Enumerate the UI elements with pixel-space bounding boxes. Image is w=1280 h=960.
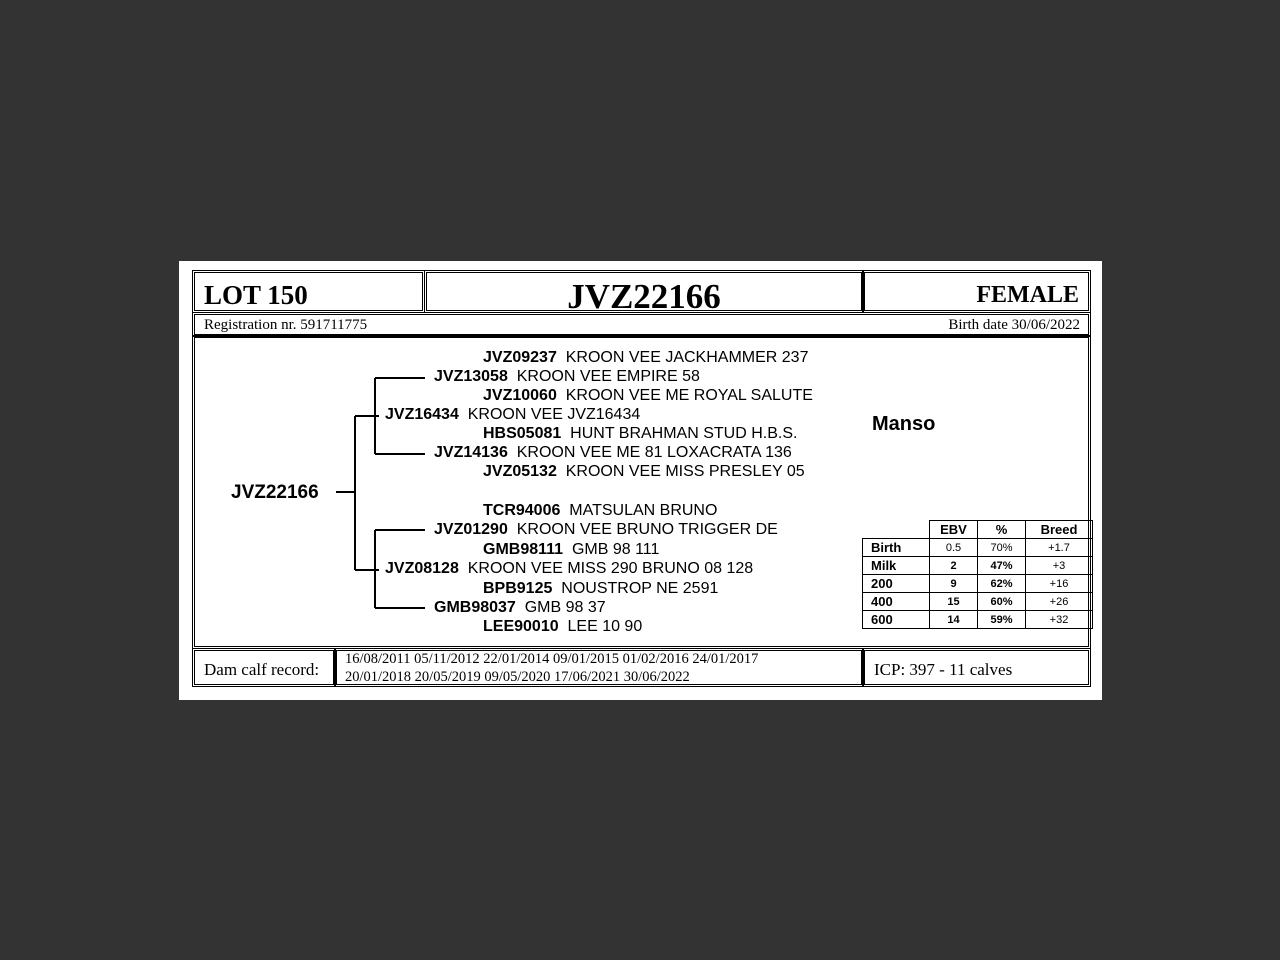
ebv-value: 14 <box>930 611 978 629</box>
registration-number: Registration nr. 591711775 <box>204 317 368 333</box>
ebv-trait: 400 <box>863 593 930 611</box>
ebv-value: 15 <box>930 593 978 611</box>
ebv-breed-average: +3 <box>1026 557 1093 575</box>
ebv-breed-average: +26 <box>1026 593 1093 611</box>
dam-calf-record <box>334 648 864 687</box>
icp-summary: ICP: 397 - 11 calves <box>874 660 1013 679</box>
ebv-accuracy: 60% <box>978 593 1026 611</box>
pedigree-sire-sire-dam: JVZ10060 KROON VEE ME ROYAL SALUTE <box>483 387 813 404</box>
lot-number: LOT 150 <box>204 280 308 310</box>
pedigree-dam-dam-dam: LEE90010 LEE 10 90 <box>483 618 643 635</box>
ebv-header-ebv: EBV <box>930 521 978 539</box>
dam-calf-dates-line-2: 20/01/2018 20/05/2019 09/05/2020 17/06/2021 30/06/2022 <box>345 669 690 685</box>
ebv-trait: 200 <box>863 575 930 593</box>
ebv-breed-average: +16 <box>1026 575 1093 593</box>
sex: FEMALE <box>976 282 1079 308</box>
pedigree-dam-dam: GMB98037 GMB 98 37 <box>434 599 606 616</box>
ebv-accuracy: 62% <box>978 575 1026 593</box>
breed-label: Manso <box>872 413 936 435</box>
table-row <box>863 557 1093 575</box>
ebv-value: 2 <box>930 557 978 575</box>
pedigree-sire-dam-dam: JVZ05132 KROON VEE MISS PRESLEY 05 <box>483 463 805 480</box>
table-row <box>863 575 1093 593</box>
pedigree-dam-sire-dam: GMB98111 GMB 98 111 <box>483 541 660 558</box>
pedigree-sire: JVZ16434 KROON VEE JVZ16434 <box>385 406 641 423</box>
ebv-accuracy: 59% <box>978 611 1026 629</box>
pedigree-dam-sire-sire: TCR94006 MATSULAN BRUNO <box>483 502 718 519</box>
pedigree-sire-dam-sire: HBS05081 HUNT BRAHMAN STUD H.B.S. <box>483 425 798 442</box>
ebv-header-percent: % <box>978 521 1026 539</box>
icp-cell <box>862 648 1091 687</box>
ebv-value: 9 <box>930 575 978 593</box>
ebv-trait: Birth <box>863 539 930 557</box>
ebv-breed-average: +1.7 <box>1026 539 1093 557</box>
ebv-accuracy: 47% <box>978 557 1026 575</box>
table-row <box>863 611 1093 629</box>
lot-card <box>179 261 1102 700</box>
ebv-value: 0.5 <box>930 539 978 557</box>
pedigree-animal: JVZ22166 <box>231 482 319 503</box>
ebv-trait: 600 <box>863 611 930 629</box>
pedigree-sire-sire: JVZ13058 KROON VEE EMPIRE 58 <box>434 368 700 385</box>
pedigree-dam-dam-sire: BPB9125 NOUSTROP NE 2591 <box>483 580 719 597</box>
ebv-accuracy: 70% <box>978 539 1026 557</box>
pedigree-sire-sire-sire: JVZ09237 KROON VEE JACKHAMMER 237 <box>483 349 809 366</box>
ebv-breed-average: +32 <box>1026 611 1093 629</box>
ebv-header-breed: Breed <box>1026 521 1093 539</box>
table-row <box>863 539 1093 557</box>
dam-calf-label-cell <box>192 648 336 687</box>
registration-code: JVZ22166 <box>567 277 721 316</box>
ebv-table <box>862 520 1093 629</box>
ebv-header-row <box>863 521 1093 539</box>
pedigree-dam: JVZ08128 KROON VEE MISS 290 BRUNO 08 128 <box>385 560 754 577</box>
birth-date: Birth date 30/06/2022 <box>948 317 1080 333</box>
dam-calf-dates-line-1: 16/08/2011 05/11/2012 22/01/2014 09/01/2015 01/02/2016 24/01/2017 <box>345 651 759 667</box>
pedigree-dam-sire: JVZ01290 KROON VEE BRUNO TRIGGER DE <box>434 521 778 538</box>
dam-calf-label: Dam calf record: <box>204 660 320 679</box>
table-row <box>863 593 1093 611</box>
pedigree-sire-dam: JVZ14136 KROON VEE ME 81 LOXACRATA 136 <box>434 444 792 461</box>
ebv-trait: Milk <box>863 557 930 575</box>
